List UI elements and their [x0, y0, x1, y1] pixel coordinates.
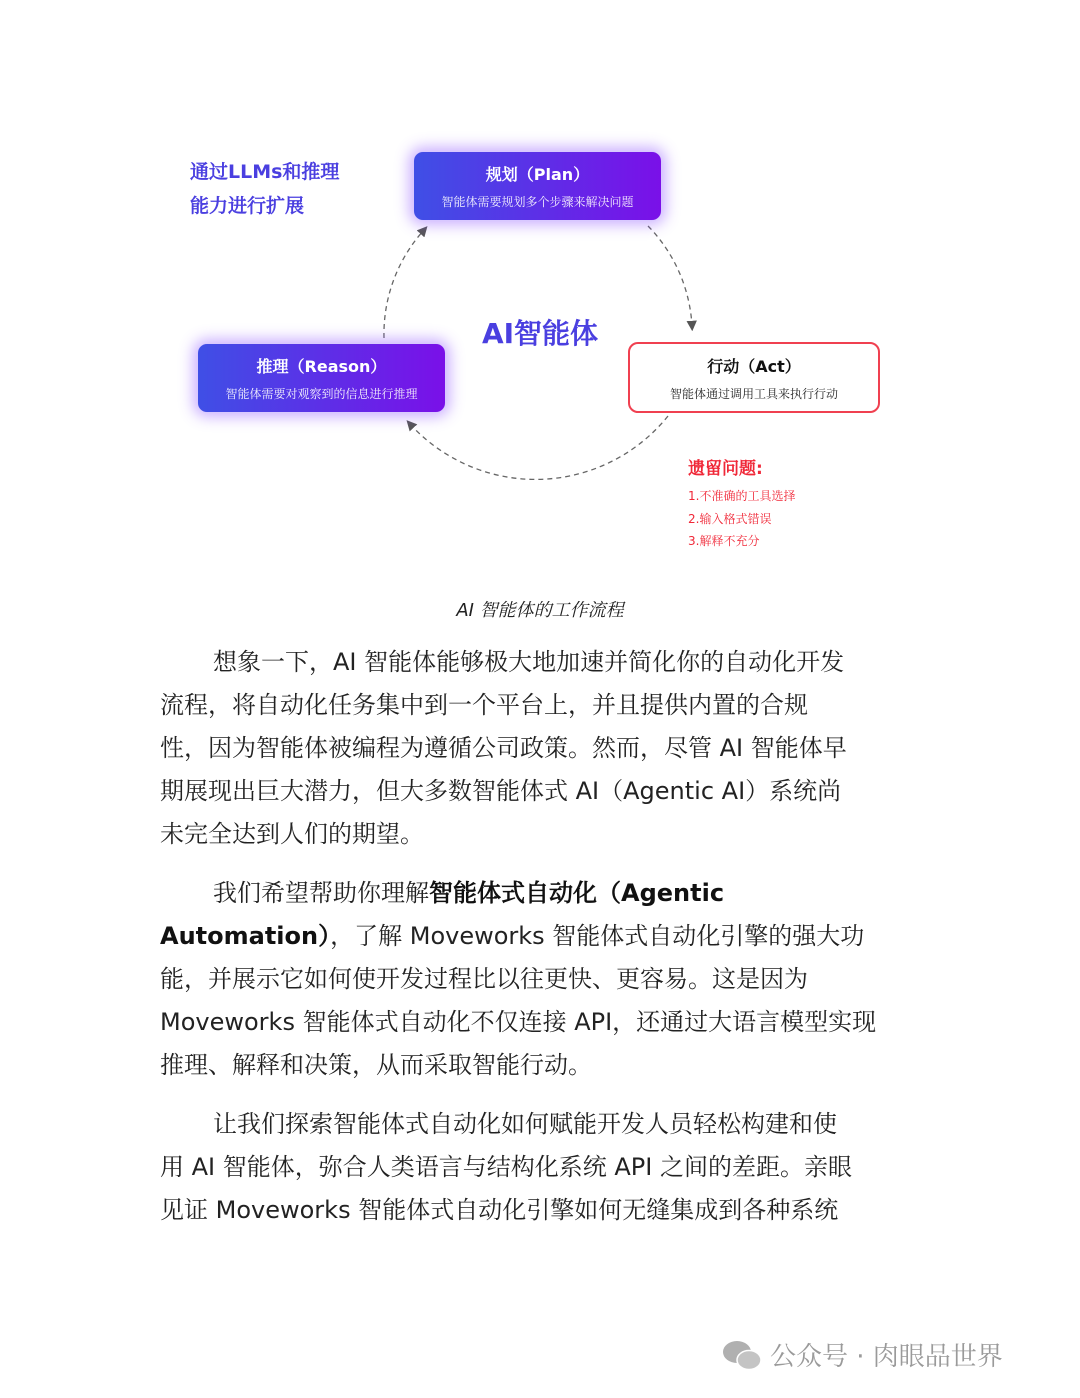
watermark-text: 公众号 · 肉眼品世界 — [770, 1342, 1003, 1372]
side-note-line: 通过LLMs和推理 — [190, 161, 340, 183]
text-line: 想象一下，AI 智能体能够极大地加速并简化你的自动化开发 — [213, 648, 845, 676]
wechat-icon — [722, 1338, 762, 1372]
text-line — [160, 872, 920, 915]
reason-desc: 智能体需要对观察到的信息进行推理 — [225, 387, 418, 401]
issue-item: 3.解释不充分 — [688, 534, 760, 548]
paragraph-2 — [160, 872, 920, 1087]
act-desc: 智能体通过调用工具来执行行动 — [669, 387, 838, 401]
text-line: 用 AI 智能体，弥合人类语言与结构化系统 API 之间的差距。亲眼 — [160, 1153, 852, 1181]
side-note — [190, 155, 339, 223]
act-title: 行动（Act） — [707, 357, 801, 376]
paragraph-1 — [160, 641, 920, 856]
plan-desc: 智能体需要规划多个步骤来解决问题 — [441, 195, 634, 209]
text-line: 期展现出巨大潜力，但大多数智能体式 AI（Agentic AI）系统尚 — [160, 777, 842, 805]
remaining-issues — [688, 454, 795, 553]
arrow-reason-to-plan — [384, 230, 424, 338]
text-line: 性，因为智能体被编程为遵循公司政策。然而，尽管 AI 智能体早 — [160, 734, 847, 762]
issue-item: 1.不准确的工具选择 — [688, 489, 796, 503]
text-line: Moveworks 智能体式自动化不仅连接 API，还通过大语言模型实现 — [160, 1008, 877, 1036]
arrow-plan-to-act — [648, 226, 692, 326]
side-note-line: 能力进行扩展 — [190, 195, 305, 217]
paragraph-3 — [160, 1103, 920, 1232]
figure-caption: AI 智能体的工作流程 — [456, 600, 624, 621]
bold-term: 智能体式自动化（Agentic — [429, 879, 725, 907]
text-span: ，了解 Moveworks 智能体式自动化引擎的强大功 — [330, 922, 865, 950]
text-line: 能，并展示它如何使开发过程比以往更快、更容易。这是因为 — [160, 965, 808, 993]
text-line: 流程，将自动化任务集中到一个平台上，并且提供内置的合规 — [160, 691, 808, 719]
act-card — [628, 342, 880, 413]
center-title: AI智能体 — [481, 317, 599, 350]
text-line — [160, 915, 920, 958]
issue-item: 2.输入格式错误 — [688, 511, 772, 526]
text-line: 推理、解释和决策，从而采取智能行动。 — [160, 1051, 592, 1079]
plan-card — [413, 151, 662, 221]
issues-heading: 遗留问题: — [688, 459, 763, 479]
bold-term: Automation） — [160, 922, 331, 950]
reason-card — [197, 343, 446, 413]
reason-title: 推理（Reason） — [256, 357, 387, 376]
watermark — [722, 1336, 1003, 1373]
text-span: 我们希望帮助你理解 — [213, 879, 429, 907]
cycle-arrows — [0, 0, 1080, 560]
text-line: 见证 Moveworks 智能体式自动化引擎如何无缝集成到各种系统 — [160, 1196, 839, 1224]
text-line: 让我们探索智能体式自动化如何赋能开发人员轻松构建和使 — [213, 1110, 837, 1138]
arrow-act-to-reason — [410, 416, 668, 479]
text-line: 未完全达到人们的期望。 — [160, 820, 424, 848]
plan-title: 规划（Plan） — [485, 165, 590, 184]
